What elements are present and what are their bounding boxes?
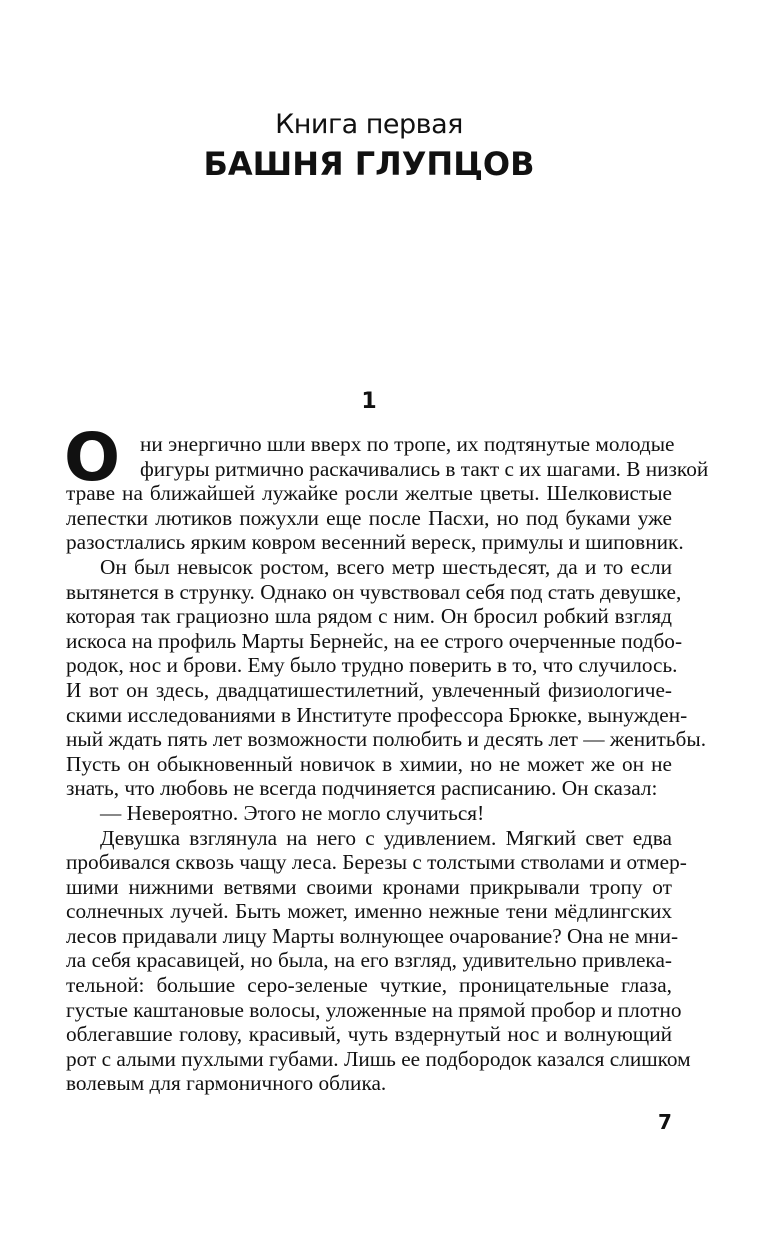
text-line: волевым для гармоничного облика.: [66, 1071, 387, 1096]
text-line: фигуры ритмично раскачивались в такт с их шагами. В низкой: [140, 456, 709, 481]
text-line: лепестки лютиков пожухли еще после Пасхи, но под буками уже: [66, 505, 672, 530]
text-line: вытянется в струнку. Однако он чувствовал себя под стать девушке,: [66, 579, 682, 604]
chapter-number: 1: [361, 389, 377, 414]
book-part-title: БАШНЯ ГЛУПЦОВ: [203, 145, 535, 183]
text-line: которая так грациозно шла рядом с ним. Он бросил робкий взгляд: [66, 604, 672, 629]
text-line: — Невероятно. Этого не могло случиться!: [100, 800, 485, 825]
text-line: лесов придавали лицу Марты волнующее очарование? Она не мни-: [66, 923, 679, 948]
text-line: скими исследованиями в Институте профессора Брюкке, вынужден-: [66, 702, 688, 727]
text-line: И вот он здесь, двадцатишестилетний, увлеченный физиологиче-: [66, 677, 672, 702]
text-line: солнечных лучей. Быть может, именно нежные тени мёдлингских: [66, 899, 672, 924]
text-line: густые каштановые волосы, уложенные на прямой пробор и плотно: [66, 997, 682, 1022]
text-line: ни энергично шли вверх по тропе, их подтянутые молодые: [140, 432, 675, 456]
text-line: траве на ближайшей лужайке росли желтые цветы. Шелковистые: [66, 481, 672, 506]
text-line: тельной: большие серо-зеленые чуткие, проницательные глаза,: [66, 973, 672, 998]
text-line: разостлались ярким ковром весенний вереск, примулы и шиповник.: [66, 530, 684, 555]
text-line: шими нижними ветвями своими кронами прикрывали тропу от: [66, 874, 672, 899]
page-number: 7: [658, 1110, 672, 1134]
text-line: знать, что любовь не всегда подчиняется расписанию. Он сказал:: [66, 776, 658, 801]
book-part-label: Книга первая: [275, 109, 463, 140]
text-line: ный ждать пять лет возможности полюбить и десять лет — женитьбы.: [66, 727, 707, 752]
body-text: [66, 432, 709, 1096]
text-line: Пусть он обыкновенный новичок в химии, но не может же он не: [66, 751, 672, 776]
text-line: пробивался сквозь чащу леса. Березы с толстыми стволами и отмер-: [66, 850, 687, 875]
text-line: облегавшие голову, красивый, чуть вздернутый нос и волнующий: [66, 1022, 672, 1047]
text-line: рот с алыми пухлыми губами. Лишь ее подбородок казался слишком: [66, 1046, 691, 1071]
text-line: Он был невысок ростом, всего метр шестьдесят, да и то если: [100, 554, 672, 579]
text-line: родок, нос и брови. Ему было трудно поверить в то, что случилось.: [66, 653, 678, 678]
text-line: ла себя красавицей, но была, на его взгляд, удивительно привлека-: [66, 948, 672, 973]
drop-cap: О: [64, 419, 121, 496]
text-line: искоса на профиль Марты Бернейс, на ее строго очерченные подбо-: [66, 628, 683, 653]
text-line: Девушка взглянула на него с удивлением. Мягкий свет едва: [100, 825, 672, 850]
